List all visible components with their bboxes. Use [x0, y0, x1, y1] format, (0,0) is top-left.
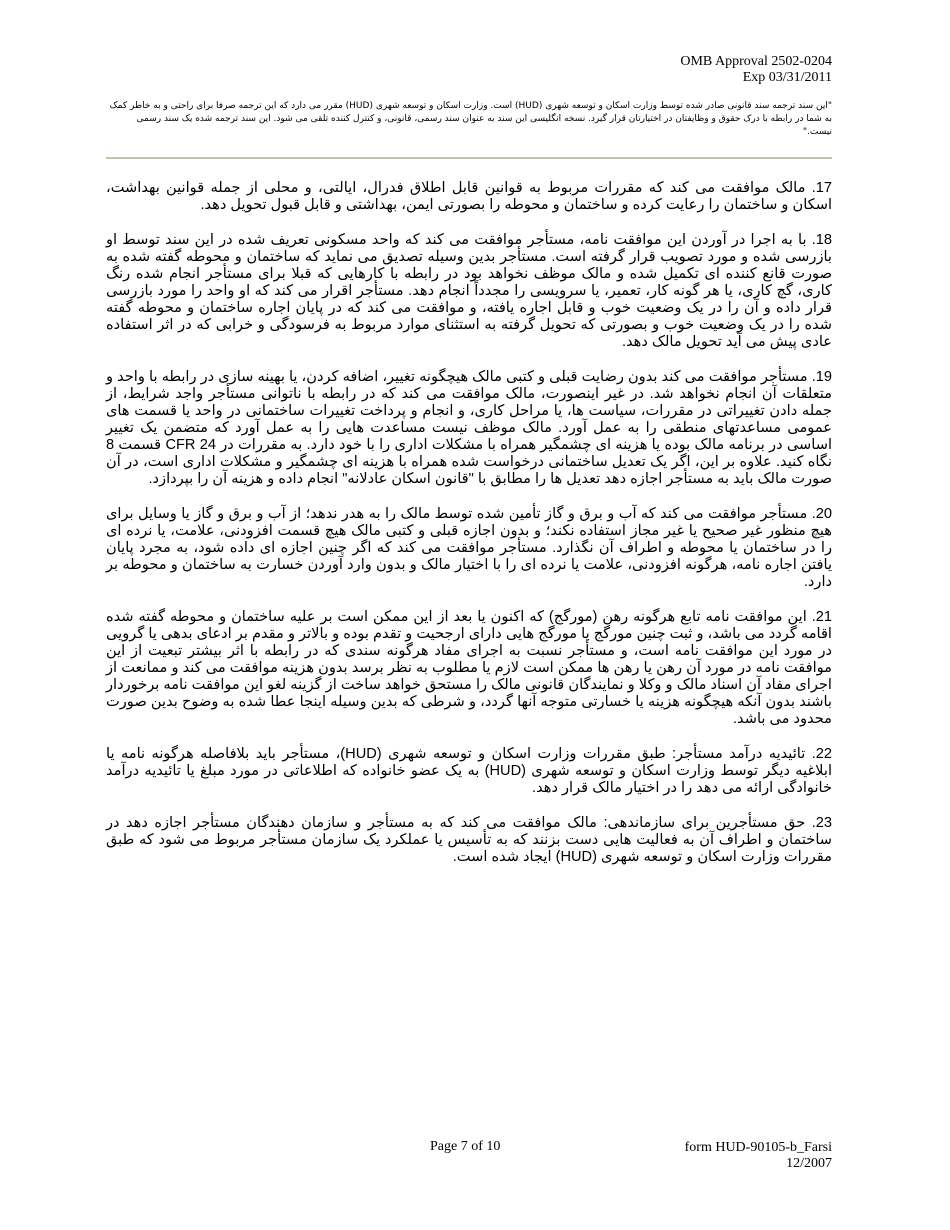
omb-approval-number: OMB Approval 2502-0204: [680, 54, 832, 69]
form-date: 12/2007: [786, 1156, 832, 1171]
clause-18: 18. با به اجرا در آوردن این موافقت نامه، مستأجر موافقت می کند که واحد مسکونی تعریف شده در این سند توسط او بازرسی شده و مورد تصویب قرار گرفته است. مستأجر بدین وسیله تصدیق می نماید که ساختمان و محوطه گفته شده به صورت قانع کننده ای تکمیل شده و مالک موظف نخواهد بود در رابطه با کارهایی که قبلا برای مستأجر انجام شده رنگ کاری، گچ کاری، یا هر گونه کار، تعمیر، یا سرویسی را مجدداً انجام دهد. مستأجر اقرار می کند که او واحد را مورد بازرسی قرار داده و آن را در یک وضعیت خوب و قابل اجاره یافته، و موافقت می کند که در پایان اجاره ساختمان و محوطه گفته شده را در یک وضعیت خوب و بصورتی که تحویل گرفته به استثنای موارد مربوط به فرسودگی و خرابی که در اثر استفاده عادی پیش می آید تحویل مالک دهد.: [106, 232, 832, 350]
header-divider: [106, 157, 832, 159]
clause-20: 20. مستأجر موافقت می کند که آب و برق و گاز تأمین شده توسط مالک را به هدر ندهد؛ از آب و برق و گاز یا وسایل برای هیچ منظور غیر صحیح یا غیر مجاز استفاده نکند؛ و بدون اجازه قبلی و کتبی مالک هیچ قسمت افزودنی، علامت، یا نرده ای را در ساختمان یا محوطه و اطراف آن نگذارد. مستأجر موافقت می کند که اگر چنین اجازه ای داده شود، به مجرد پایان یافتن اجاره نامه، هرگونه افزودنی، علامت یا نرده ای را با اختیار مالک و بدون وارد آوردن خسارت به ساختمان و محوطه بر دارد.: [106, 506, 832, 590]
translation-disclaimer: "این سند ترجمه سند قانونی صادر شده توسط وزارت اسکان و توسعه شهری (HUD) است. وزارت اسکان و توسعه شهری (HUD) مقرر می دارد که این ترجمه صرفا برای راحتی و به خاطر کمک به شما در رابطه با درک حقوق و وظایفتان در اختیارتان قرار گیرد. نسخه انگلیسی این سند به عنوان سند رسمی، قانونی، و کنترل کننده تلقی می شود. این سند ترجمه شده یک سند رسمی نیست.": [109, 101, 832, 137]
omb-expiration-date: Exp 03/31/2011: [742, 70, 832, 85]
clause-17: 17. مالک موافقت می کند که مقررات مربوط به قوانین قابل اطلاق فدرال، ایالتی، و محلی از جمله قوانین بهداشت، اسکان و ساختمان را رعایت کرده و ساختمان و محوطه را بصورتی ایمن، بهداشتی و قابل قبول تحویل دهد.: [106, 180, 832, 213]
clause-22: 22. تائیدیه درآمد مستأجر: طبق مقررات وزارت اسکان و توسعه شهری (HUD)، مستأجر باید بلافاصله هرگونه نامه یا ابلاغیه دیگر توسط وزارت اسکان و توسعه شهری (HUD) به یک عضو خانواده که اطلاعاتی در مورد مبلغ یا تائیدیه درآمد خانوادگی ارائه می دهد را در اختیار مالک قرار دهد.: [106, 746, 832, 796]
clause-21: 21. این موافقت نامه تابع هرگونه رهن (مورگج) که اکنون یا بعد از این ممکن است بر علیه ساختمان و محوطه گفته شده اقامه گردد می باشد، و ثبت چنین مورگج یا مورگج هایی دارای ارجحیت و تقدم بوده و بالاتر و مقدم بر ادعای بدهی یا گرویی در مورد این موافقت نامه است، و مستأجر نسبت به اجرای مفاد هرگونه سندی که در رابطه با اثر بیشتر تبعیت از این موافقت نامه در مورد آن رهن یا رهن ها ممکن است لازم یا مطلوب به نظر برسد بدون هزینه موافقت می کند و ممانعت از اجرای مفاد آن اسناد مالک و وکلا و نمایندگان قانونی مالک را مستحق خواهد ساخت از گزینه لغو این موافقت نامه برخوردار باشند بدون آنکه هیچگونه هزینه یا خسارتی متوجه آنها گردد، و شرطی که بدین وسیله اینجا عطا شده به وضوح بدین صورت محدود می باشد.: [106, 609, 832, 727]
page-number: Page 7 of 10: [430, 1139, 501, 1154]
document-body: [106, 180, 832, 884]
clause-23: 23. حق مستأجرین برای سازماندهی: مالک موافقت می کند که به مستأجر و سازمان دهندگان مستأجر اجازه دهد در ساختمان و اطراف آن به فعالیت هایی دست بزنند که به تأسیس یا عملکرد یک سازمان مستأجر مربوط می شود که طبق مقررات وزارت اسکان و توسعه شهری (HUD) ایجاد شده است.: [106, 815, 832, 865]
clause-19: 19. مستأجر موافقت می کند بدون رضایت قبلی و کتبی مالک هیچگونه تغییر، اضافه کردن، یا بهینه سازی در رابطه با واحد و متعلقات آن انجام نخواهد شد. در غیر اینصورت، مالک موافقت می کند که در رابطه با ناتوانی مستأجر واجد شرایط، از جمله دادن تغییراتی در مقررات، سیاست ها، یا مراحل کاری، و انجام و پرداخت تغییرات ساختمانی در واحد یا قسمت های عمومی مساعدتهای منطقی را به عمل آورد. مالک موظف نیست مساعدت هایی را به عمل آورد که متضمن یک تغییر اساسی در برنامه مالک بوده یا هزینه ای چشمگیر همراه با مشکلات اداری را با خود دارد. به مقررات در 24 CFR قسمت 8 نگاه کنید. علاوه بر این، اگر یک تعدیل ساختمانی درخواست شده همراه با هزینه ای چشمگیر و مشکلات اداری است، در آن صورت مالک باید به مستأجر اجازه دهد تعدیل ها را مطابق با "قانون اسکان عادلانه" انجام داده و هزینه آن را بپردازد.: [106, 369, 832, 487]
form-identifier: [685, 1140, 832, 1172]
omb-approval-block: [680, 54, 832, 86]
form-name: form HUD-90105-b_Farsi: [684, 1140, 832, 1155]
